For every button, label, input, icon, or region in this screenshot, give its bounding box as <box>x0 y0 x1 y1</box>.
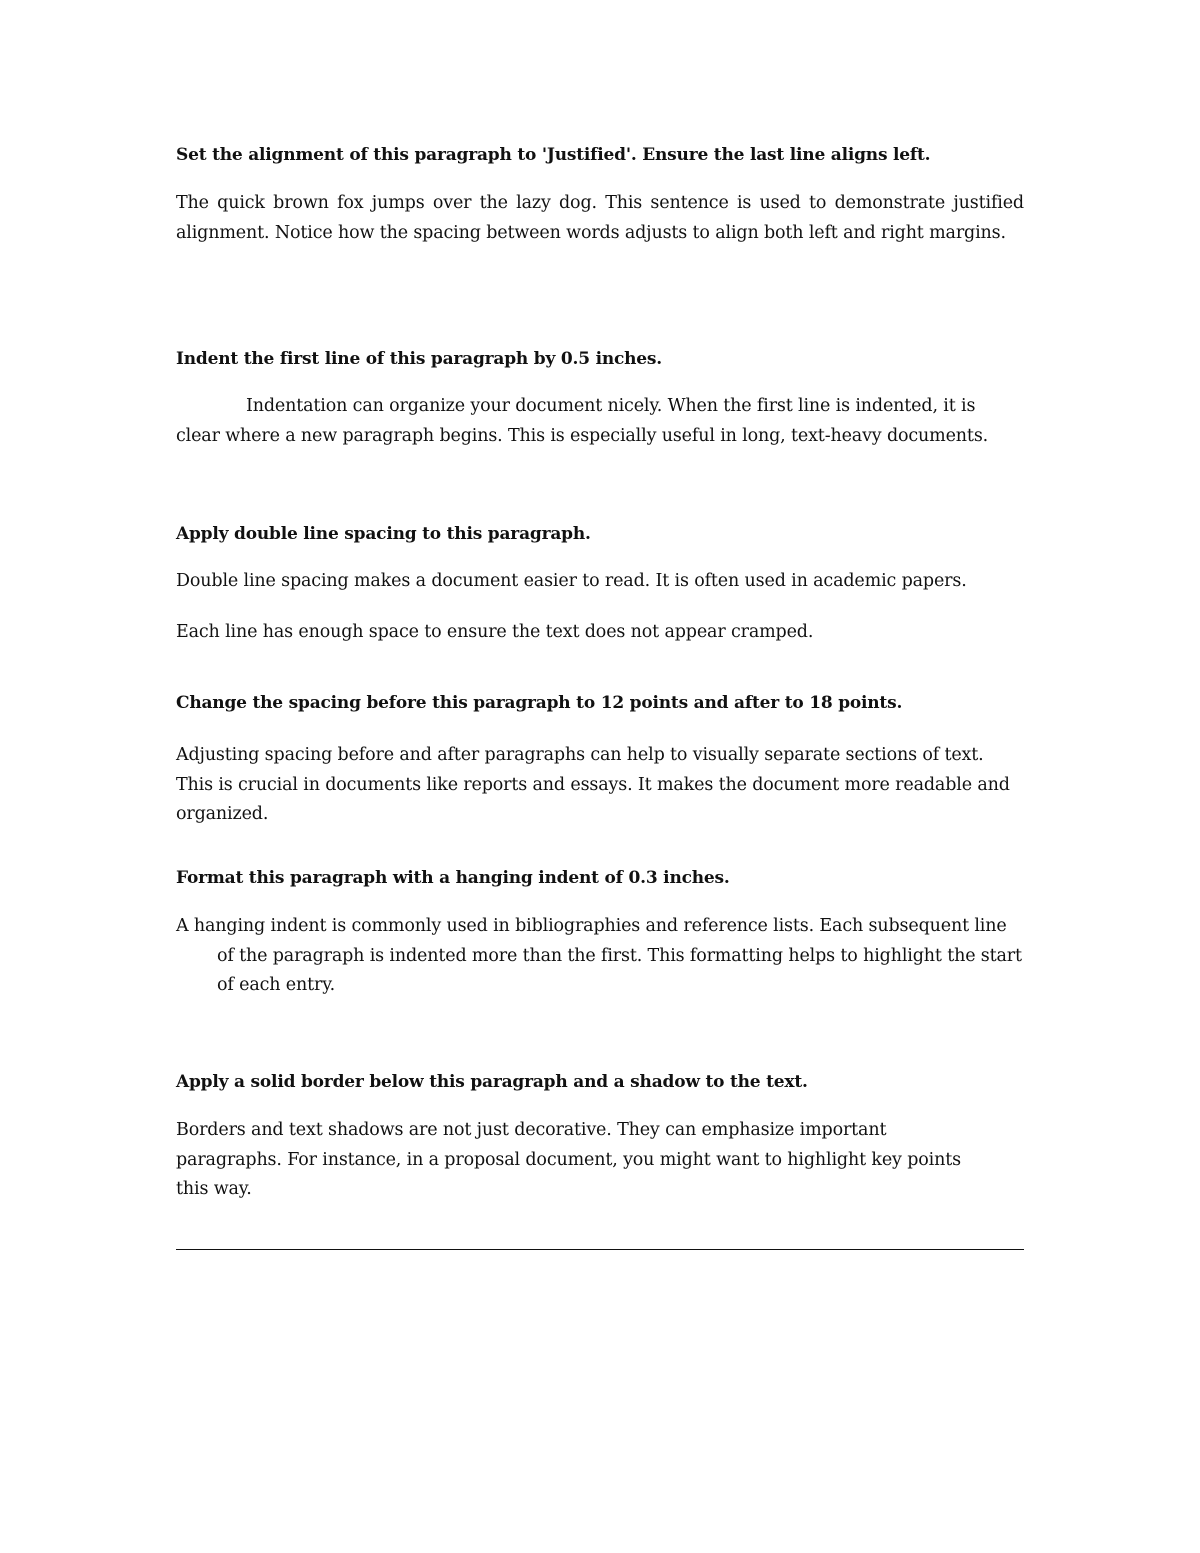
paragraph-double-spacing-2[interactable]: Each line has enough space to ensure the text does not appear cramped. <box>176 622 814 642</box>
instruction-heading-paragraph-spacing: Change the spacing before this paragraph to 12 points and after to 18 points. <box>176 693 903 713</box>
instruction-heading-double-spacing: Apply double line spacing to this paragraph. <box>176 524 591 544</box>
document-page <box>176 0 1024 1553</box>
paragraph-double-spacing-1[interactable]: Double line spacing makes a document easier to read. It is often used in academic papers. <box>176 571 967 591</box>
instruction-heading-justified: Set the alignment of this paragraph to 'Justified'. Ensure the last line aligns left. <box>176 145 931 165</box>
paragraph-hanging-indent[interactable]: A hanging indent is commonly used in bibliographies and reference lists. Each subsequent line of the paragraph is indented more than the first. This formatting helps to highlight the start of each entry. <box>176 916 1022 995</box>
instruction-heading-first-line-indent: Indent the first line of this paragraph by 0.5 inches. <box>176 349 663 369</box>
paragraph-spacing[interactable]: Adjusting spacing before and after paragraphs can help to visually separate sections of text. This is crucial in documents like reports and essays. It makes the document more readable and organized. <box>176 745 1010 824</box>
paragraph-bottom-border <box>176 1249 1024 1250</box>
paragraph-justified[interactable]: The quick brown fox jumps over the lazy dog. This sentence is used to demonstrate justified alignment. Notice how the spacing between words adjusts to align both left and right margins. <box>176 193 1024 243</box>
instruction-heading-hanging-indent: Format this paragraph with a hanging indent of 0.3 inches. <box>176 868 730 888</box>
instruction-heading-border-shadow: Apply a solid border below this paragraph and a shadow to the text. <box>176 1072 808 1092</box>
paragraph-border-shadow[interactable]: Borders and text shadows are not just decorative. They can emphasize important paragraphs. For instance, in a proposal document, you might want to highlight key points this way. <box>176 1120 961 1199</box>
paragraph-first-line-indent[interactable]: Indentation can organize your document nicely. When the first line is indented, it is clear where a new paragraph begins. This is especially useful in long, text-heavy documents. <box>176 396 989 446</box>
